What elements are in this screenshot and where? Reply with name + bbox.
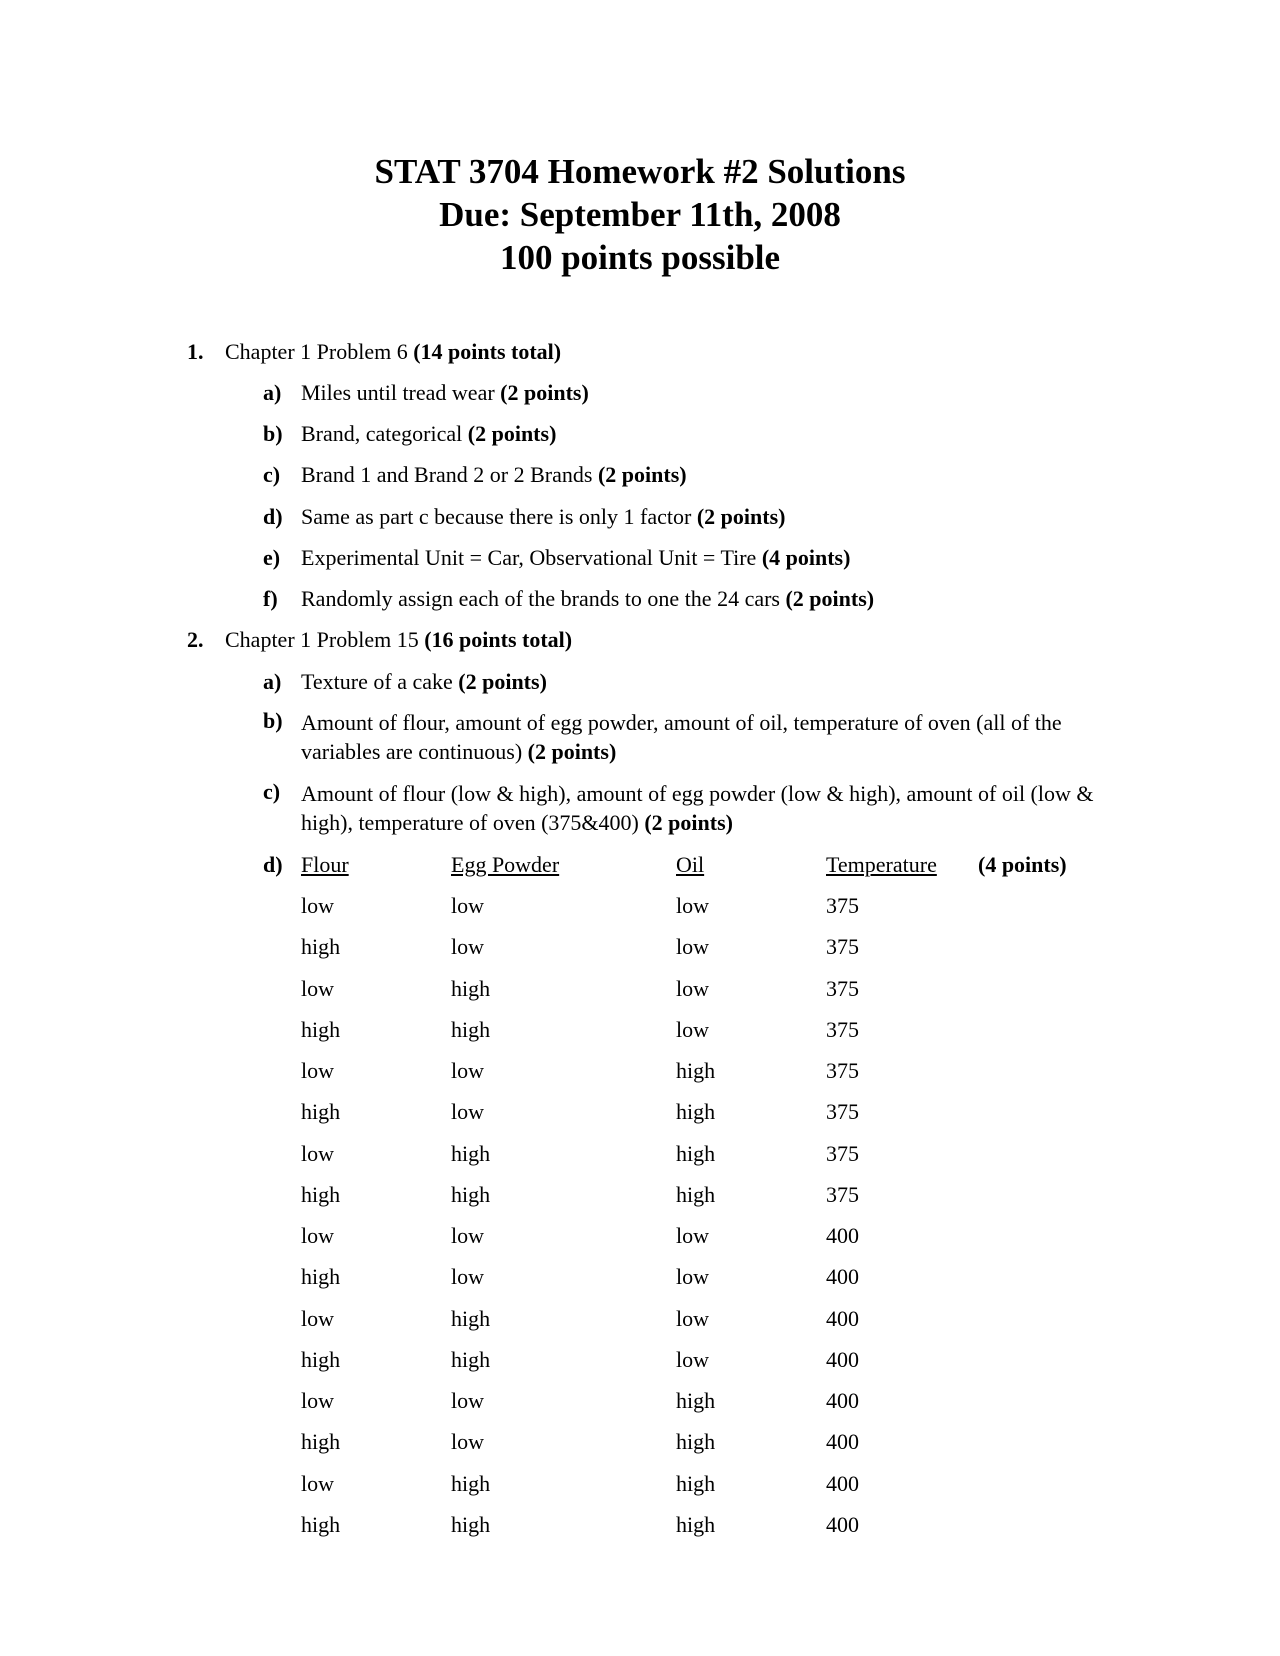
cell-egg-powder: low bbox=[451, 1264, 484, 1289]
cell-temperature: 375 bbox=[826, 934, 859, 959]
cell-temperature: 375 bbox=[826, 893, 859, 918]
cell-oil: low bbox=[676, 1347, 709, 1372]
part-text: Same as part c because there is only 1 factor (2 points) bbox=[301, 504, 786, 529]
cell-temperature: 375 bbox=[826, 1058, 859, 1083]
part-letter: c) bbox=[263, 462, 281, 487]
part-letter: d) bbox=[263, 504, 283, 529]
cell-flour: high bbox=[301, 1347, 341, 1372]
part-text: Randomly assign each of the brands to one the 24 cars (2 points) bbox=[301, 586, 875, 611]
cell-egg-powder: low bbox=[451, 1223, 484, 1248]
cell-egg-powder: high bbox=[451, 976, 491, 1001]
cell-flour: low bbox=[301, 1471, 334, 1496]
question-text: Chapter 1 Problem 15 (16 points total) bbox=[225, 627, 573, 652]
part-letter: d) bbox=[263, 852, 283, 877]
cell-temperature: 400 bbox=[826, 1223, 859, 1248]
part-letter: b) bbox=[263, 421, 283, 446]
question-points: (14 points total) bbox=[413, 339, 562, 364]
part-d-points: (4 points) bbox=[978, 852, 1067, 877]
cell-egg-powder: low bbox=[451, 934, 484, 959]
cell-oil: low bbox=[676, 1306, 709, 1331]
cell-temperature: 400 bbox=[826, 1471, 859, 1496]
title-line-3: 100 points possible bbox=[499, 238, 781, 277]
cell-flour: low bbox=[301, 1223, 334, 1248]
cell-egg-powder: high bbox=[451, 1141, 491, 1166]
cell-temperature: 400 bbox=[826, 1512, 859, 1537]
cell-egg-powder: high bbox=[451, 1306, 491, 1331]
cell-flour: low bbox=[301, 1058, 334, 1083]
title-line-1: STAT 3704 Homework #2 Solutions bbox=[374, 152, 906, 191]
cell-oil: high bbox=[676, 1429, 716, 1454]
cell-oil: high bbox=[676, 1182, 716, 1207]
part-text: Texture of a cake (2 points) bbox=[301, 669, 547, 694]
cell-oil: high bbox=[676, 1141, 716, 1166]
cell-flour: low bbox=[301, 1141, 334, 1166]
header-temperature: Temperature bbox=[826, 852, 937, 877]
cell-oil: high bbox=[676, 1058, 716, 1083]
header-flour: Flour bbox=[301, 852, 349, 877]
cell-flour: low bbox=[301, 893, 334, 918]
part-text: Amount of flour, amount of egg powder, amount of oil, temperature of oven (all of the variables are continuous) (2 points) bbox=[301, 710, 1062, 764]
cell-flour: high bbox=[301, 1182, 341, 1207]
cell-oil: low bbox=[676, 1017, 709, 1042]
cell-egg-powder: low bbox=[451, 1099, 484, 1124]
cell-temperature: 375 bbox=[826, 1141, 859, 1166]
q2-part-c bbox=[0, 779, 1280, 839]
cell-temperature: 400 bbox=[826, 1429, 859, 1454]
part-text: Brand 1 and Brand 2 or 2 Brands (2 points) bbox=[301, 462, 687, 487]
part-text: Amount of flour (low & high), amount of egg powder (low & high), amount of oil (low & high), temperature of oven (375&400) (2 points) bbox=[301, 781, 1094, 835]
cell-oil: high bbox=[676, 1388, 716, 1413]
cell-flour: high bbox=[301, 1017, 341, 1042]
cell-flour: high bbox=[301, 934, 341, 959]
q2-part-b bbox=[0, 708, 1280, 768]
cell-temperature: 375 bbox=[826, 976, 859, 1001]
part-letter: b) bbox=[263, 708, 283, 733]
cell-temperature: 375 bbox=[826, 1099, 859, 1124]
cell-flour: low bbox=[301, 976, 334, 1001]
cell-flour: high bbox=[301, 1099, 341, 1124]
cell-oil: low bbox=[676, 1223, 709, 1248]
part-text: Brand, categorical (2 points) bbox=[301, 421, 557, 446]
cell-oil: low bbox=[676, 893, 709, 918]
cell-egg-powder: high bbox=[451, 1347, 491, 1372]
cell-egg-powder: low bbox=[451, 1388, 484, 1413]
cell-egg-powder: high bbox=[451, 1017, 491, 1042]
cell-egg-powder: high bbox=[451, 1512, 491, 1537]
cell-flour: high bbox=[301, 1264, 341, 1289]
cell-oil: high bbox=[676, 1471, 716, 1496]
cell-egg-powder: low bbox=[451, 893, 484, 918]
part-letter: c) bbox=[263, 779, 281, 804]
cell-temperature: 400 bbox=[826, 1264, 859, 1289]
header-oil: Oil bbox=[676, 852, 705, 877]
cell-temperature: 375 bbox=[826, 1017, 859, 1042]
part-text: Experimental Unit = Car, Observational Unit = Tire (4 points) bbox=[301, 545, 851, 570]
question-number: 2. bbox=[187, 627, 204, 652]
cell-oil: low bbox=[676, 976, 709, 1001]
document-title bbox=[0, 150, 1280, 279]
cell-flour: high bbox=[301, 1512, 341, 1537]
cell-egg-powder: low bbox=[451, 1058, 484, 1083]
cell-oil: low bbox=[676, 1264, 709, 1289]
question-points: (16 points total) bbox=[424, 627, 573, 652]
question-text: Chapter 1 Problem 6 (14 points total) bbox=[225, 339, 562, 364]
cell-egg-powder: low bbox=[451, 1429, 484, 1454]
cell-oil: high bbox=[676, 1512, 716, 1537]
title-line-2: Due: September 11th, 2008 bbox=[439, 195, 841, 234]
part-letter: a) bbox=[263, 669, 282, 694]
part-letter: f) bbox=[263, 586, 278, 611]
question-number: 1. bbox=[187, 339, 204, 364]
header-egg-powder: Egg Powder bbox=[451, 852, 560, 877]
part-text: Miles until tread wear (2 points) bbox=[301, 380, 589, 405]
cell-flour: high bbox=[301, 1429, 341, 1454]
cell-temperature: 400 bbox=[826, 1388, 859, 1413]
part-letter: a) bbox=[263, 380, 282, 405]
part-letter: e) bbox=[263, 545, 281, 570]
cell-oil: high bbox=[676, 1099, 716, 1124]
cell-flour: low bbox=[301, 1306, 334, 1331]
cell-temperature: 375 bbox=[826, 1182, 859, 1207]
cell-flour: low bbox=[301, 1388, 334, 1413]
cell-oil: low bbox=[676, 934, 709, 959]
cell-egg-powder: high bbox=[451, 1471, 491, 1496]
cell-temperature: 400 bbox=[826, 1347, 859, 1372]
cell-egg-powder: high bbox=[451, 1182, 491, 1207]
cell-temperature: 400 bbox=[826, 1306, 859, 1331]
